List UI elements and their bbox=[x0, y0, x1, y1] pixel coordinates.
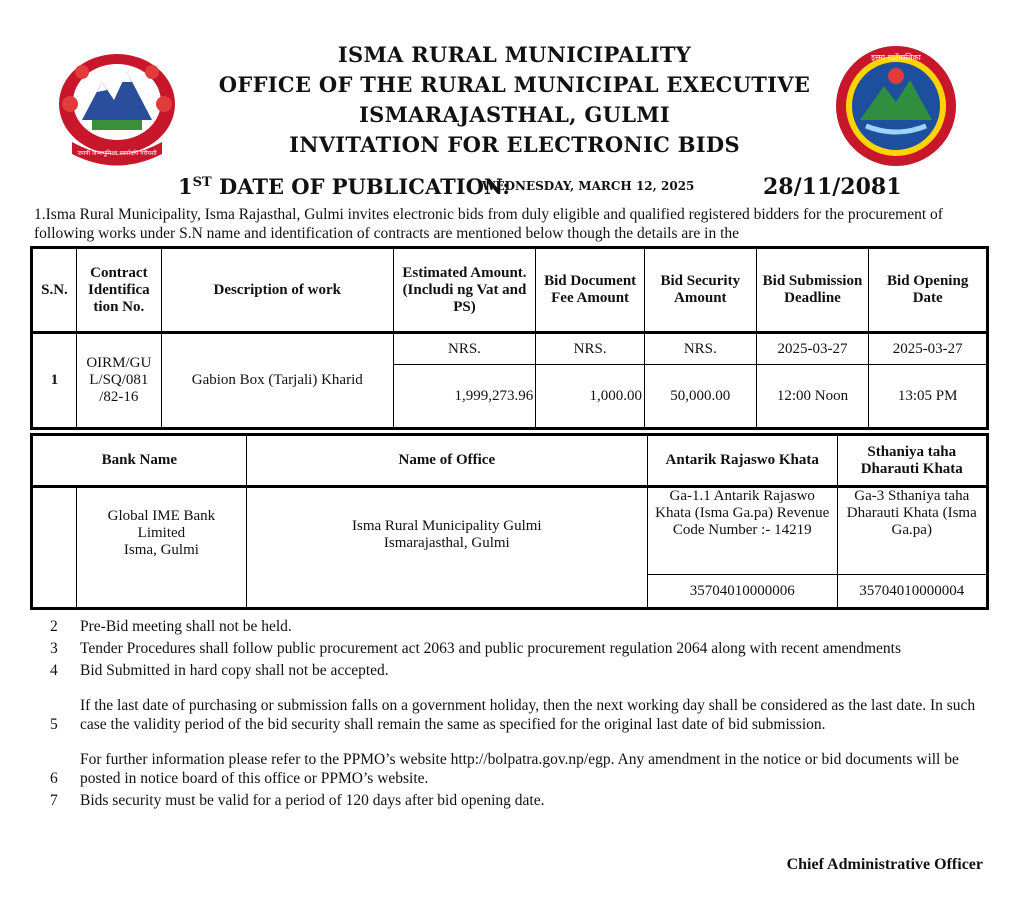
col-header-deadline: Bid Submission Deadline bbox=[756, 248, 869, 333]
municipality-name: ISMA RURAL MUNICIPALITY bbox=[337, 42, 692, 67]
note-number: 7 bbox=[50, 792, 58, 809]
list-item bbox=[30, 639, 990, 658]
table-row bbox=[32, 487, 988, 575]
note-text: For further information please refer to the PPMO’s website http://bolpatra.gov.np/egp. Any amendment in the notice or bid documents will be posted in notice board of this office or PPMO’s website. bbox=[80, 751, 959, 787]
note-number: 4 bbox=[50, 662, 58, 679]
list-item bbox=[30, 791, 990, 810]
publication-english-date: WEDNESDAY, MARCH 12, 2025 bbox=[482, 179, 695, 193]
note-text: Bid Submitted in hard copy shall not be accepted. bbox=[80, 662, 389, 679]
emblem-motto: जननी जन्मभूमिश्च स्वर्गादपि गरीयसी bbox=[77, 150, 157, 157]
list-item bbox=[30, 750, 990, 788]
col-header-description: Description of work bbox=[161, 248, 393, 333]
table-header-row bbox=[32, 435, 988, 487]
cell-est-currency: NRS. bbox=[393, 333, 536, 365]
list-item bbox=[30, 661, 990, 680]
cell-antarik-account: 35704010000006 bbox=[647, 575, 837, 609]
note-text: Tender Procedures shall follow public procurement act 2063 and public procurement regulation 2064 along with recent amendments bbox=[80, 640, 902, 657]
cell-sub-date: 2025-03-27 bbox=[756, 333, 869, 365]
note-number: 6 bbox=[50, 770, 58, 787]
office-address: ISMARAJASTHAL, GULMI bbox=[359, 102, 670, 127]
publication-label: 1ST DATE OF PUBLICATION: bbox=[178, 174, 511, 199]
list-item bbox=[30, 696, 990, 734]
cell-description: Gabion Box (Tarjali) Kharid bbox=[161, 333, 393, 429]
note-number: 5 bbox=[50, 716, 58, 733]
col-header-security: Bid Security Amount bbox=[644, 248, 756, 333]
col-header-sn: S.N. bbox=[32, 248, 77, 333]
table-row bbox=[32, 333, 988, 365]
col-header-estimated: Estimated Amount.(Includi ng Vat and PS) bbox=[393, 248, 536, 333]
cell-bank-name bbox=[77, 487, 247, 609]
cell-sec-amount: 50,000.00 bbox=[644, 365, 756, 429]
col-header-antarik: Antarik Rajaswo Khata bbox=[647, 435, 837, 487]
cell-contract-id: OIRM/GU L/SQ/081 /82-16 bbox=[76, 333, 161, 429]
office-name: OFFICE OF THE RURAL MUNICIPAL EXECUTIVE bbox=[218, 72, 811, 97]
note-number: 3 bbox=[50, 640, 58, 657]
note-text: Bids security must be valid for a period of 120 days after bid opening date. bbox=[80, 792, 545, 809]
col-header-sthaniya: Sthaniya taha Dharauti Khata bbox=[837, 435, 987, 487]
bid-details-table bbox=[30, 246, 989, 430]
cell-est-amount: 1,999,273.96 bbox=[393, 365, 536, 429]
signature-title: Chief Administrative Officer bbox=[786, 856, 983, 873]
table-header-row bbox=[32, 248, 988, 333]
notice-title: INVITATION FOR ELECTRONIC BIDS bbox=[289, 132, 740, 157]
bank-details-table bbox=[30, 433, 989, 610]
cell-sthaniya-account: 35704010000004 bbox=[837, 575, 987, 609]
col-header-fee: Bid Document Fee Amount bbox=[536, 248, 645, 333]
cell-open-time: 13:05 PM bbox=[869, 365, 988, 429]
cell-sec-currency: NRS. bbox=[644, 333, 756, 365]
cell-fee-amount: 1,000.00 bbox=[536, 365, 645, 429]
office-address-line: Ismarajasthal, Gulmi bbox=[383, 535, 510, 551]
bank-name-line: Global IME Bank bbox=[107, 508, 216, 524]
letterhead bbox=[0, 40, 1029, 160]
cell-sub-time: 12:00 Noon bbox=[756, 365, 869, 429]
cell-office-name bbox=[246, 487, 647, 609]
intro-paragraph: 1.Isma Rural Municipality, Isma Rajasthal, Gulmi invites electronic bids from duly eligible and qualified registered bidders for the procurement of following works under S.N name and identification of contracts are mentioned below though the details are in the bbox=[34, 206, 943, 242]
cell-sn: 1 bbox=[32, 333, 77, 429]
col-header-opening: Bid Opening Date bbox=[869, 248, 988, 333]
notes-list bbox=[30, 617, 990, 813]
col-header-office: Name of Office bbox=[246, 435, 647, 487]
bank-name-line: Limited bbox=[137, 525, 186, 541]
cell-sthaniya-desc: Ga-3 Sthaniya taha Dharauti Khata (Isma Ga.pa) bbox=[837, 487, 987, 575]
publication-row bbox=[0, 174, 1029, 202]
note-text: Pre-Bid meeting shall not be held. bbox=[80, 618, 292, 635]
bank-branch-line: Isma, Gulmi bbox=[123, 542, 199, 558]
list-item bbox=[30, 617, 990, 636]
col-header-contract: Contract Identifica tion No. bbox=[76, 248, 161, 333]
cell-antarik-desc: Ga-1.1 Antarik Rajaswo Khata (Isma Ga.pa) Revenue Code Number :- 14219 bbox=[647, 487, 837, 575]
publication-nepali-date: 28/11/2081 bbox=[763, 174, 902, 200]
logo-caption: इस्मा गाउँपालिका bbox=[871, 53, 921, 62]
office-name-line: Isma Rural Municipality Gulmi bbox=[352, 518, 542, 534]
cell-fee-currency: NRS. bbox=[536, 333, 645, 365]
col-header-bank: Bank Name bbox=[32, 435, 247, 487]
cell-empty bbox=[32, 487, 77, 609]
note-number: 2 bbox=[50, 618, 58, 635]
note-text: If the last date of purchasing or submission falls on a government holiday, then the next working day shall be considered as the last date. In such case the validity period of the bid security shall remain the same as specified for the original last date of bid submission. bbox=[80, 697, 976, 733]
cell-open-date: 2025-03-27 bbox=[869, 333, 988, 365]
